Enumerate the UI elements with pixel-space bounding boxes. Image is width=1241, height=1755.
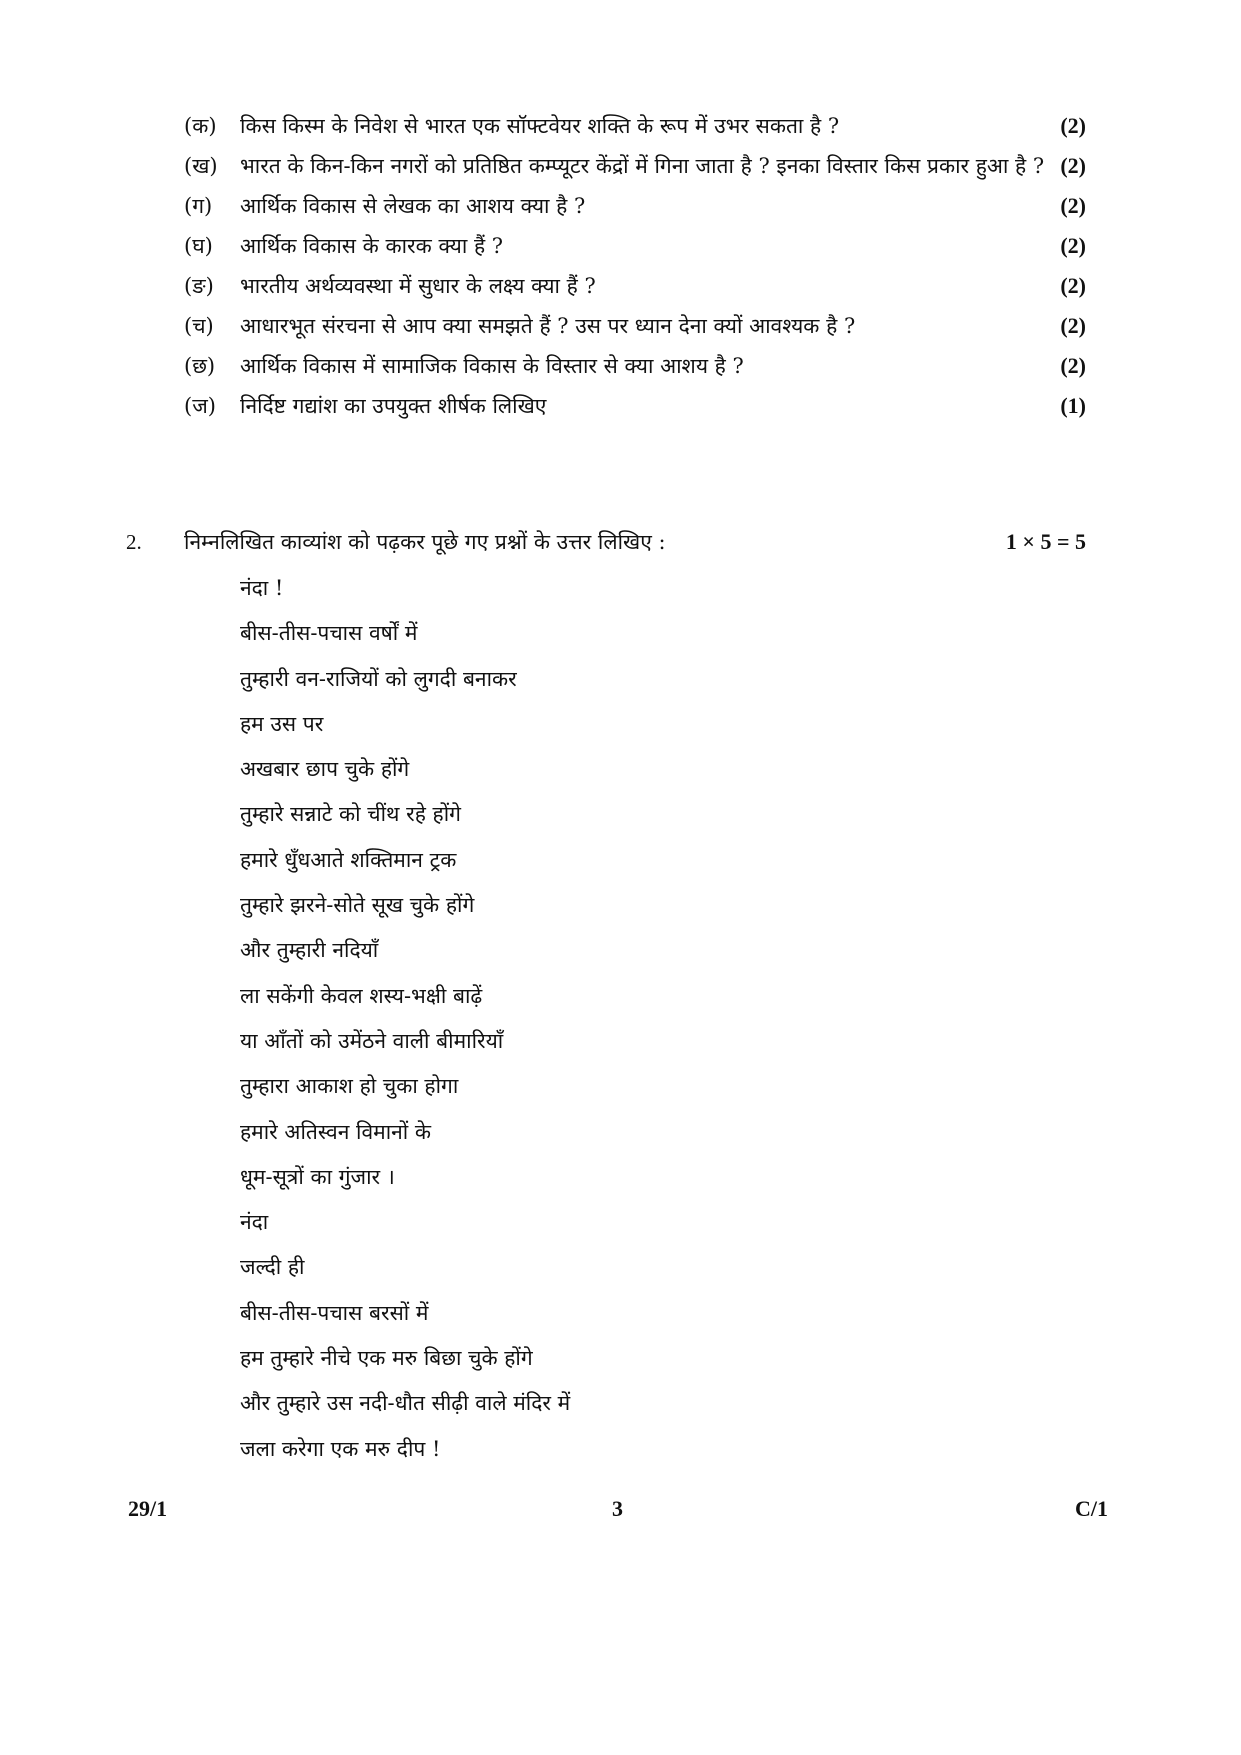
poem-passage xyxy=(240,566,570,1472)
subquestion-item xyxy=(184,106,1086,146)
poem-line: जल्दी ही xyxy=(240,1255,305,1280)
subquestion-item xyxy=(184,386,1086,426)
subquestion-item xyxy=(184,226,1086,266)
poem-line: तुम्हारे सन्नाटे को चींथ रहे होंगे xyxy=(240,802,461,827)
poem-line: तुम्हारे झरने-सोते सूख चुके होंगे xyxy=(240,893,475,918)
footer-page-number: 3 xyxy=(612,1496,623,1521)
subquestion-marks: (2) xyxy=(1060,233,1086,258)
poem-line: ला सकेंगी केवल शस्य-भक्षी बाढ़ें xyxy=(240,983,483,1008)
subquestion-text: किस किस्म के निवेश से भारत एक सॉफ्टवेयर शक्ति के रूप में उभर सकता है ? xyxy=(240,114,840,138)
poem-line: हम तुम्हारे नीचे एक मरु बिछा चुके होंगे xyxy=(240,1346,533,1371)
subquestion-text: आर्थिक विकास में सामाजिक विकास के विस्तार से क्या आशय है ? xyxy=(240,354,744,378)
subquestion-item xyxy=(184,346,1086,386)
subquestion-text: आधारभूत संरचना से आप क्या समझते हैं ? उस पर ध्यान देना क्यों आवश्यक है ? xyxy=(240,314,856,338)
subquestion-text: भारतीय अर्थव्यवस्था में सुधार के लक्ष्य क्या हैं ? xyxy=(240,274,596,298)
subquestion-marks: (2) xyxy=(1060,353,1086,378)
footer-set: C/1 xyxy=(1075,1496,1108,1521)
subquestion-label: (छ) xyxy=(184,354,216,378)
footer-code: 29/1 xyxy=(128,1496,168,1521)
subquestion-label: (ख) xyxy=(184,154,218,178)
poem-line: अखबार छाप चुके होंगे xyxy=(240,757,410,782)
subquestion-text: आर्थिक विकास के कारक क्या हैं ? xyxy=(240,234,504,258)
poem-line: तुम्हारी वन-राजियों को लुगदी बनाकर xyxy=(240,666,517,691)
subquestion-label: (ग) xyxy=(184,194,213,218)
subquestion-label: (ङ) xyxy=(184,274,214,298)
subquestion-item xyxy=(184,186,1086,226)
question-instruction: निम्नलिखित काव्यांश को पढ़कर पूछे गए प्रश्नों के उत्तर लिखिए : xyxy=(184,530,666,554)
subquestion-list xyxy=(184,106,1086,426)
poem-line: नंदा ! xyxy=(240,576,284,600)
subquestion-marks: (2) xyxy=(1060,153,1086,178)
question-number: 2. xyxy=(126,530,142,554)
subquestion-item xyxy=(184,146,1086,186)
subquestion-label: (ज) xyxy=(184,394,216,418)
poem-line: धूम-सूत्रों का गुंजार । xyxy=(240,1164,395,1189)
subquestion-text: भारत के किन-किन नगरों को प्रतिष्ठित कम्प्यूटर केंद्रों में गिना जाता है ? इनका विस्तार किस प्रकार हुआ है ? xyxy=(240,154,1045,178)
subquestion-text: आर्थिक विकास से लेखक का आशय क्या है ? xyxy=(240,194,586,218)
subquestion-marks: (2) xyxy=(1060,113,1086,138)
subquestion-marks: (2) xyxy=(1060,273,1086,298)
subquestion-marks: (1) xyxy=(1060,393,1086,418)
poem-line: नंदा xyxy=(240,1210,269,1235)
poem-line: और तुम्हारे उस नदी-धौत सीढ़ी वाले मंदिर में xyxy=(240,1391,571,1416)
poem-line: या आँतों को उमेंठने वाली बीमारियाँ xyxy=(240,1028,504,1053)
subquestion-label: (घ) xyxy=(184,234,213,258)
subquestion-marks: (2) xyxy=(1060,313,1086,338)
subquestion-text: निर्दिष्ट गद्यांश का उपयुक्त शीर्षक लिखिए xyxy=(240,394,547,418)
poem-line: बीस-तीस-पचास बरसों में xyxy=(240,1300,429,1325)
poem-line: हमारे अतिस्वन विमानों के xyxy=(240,1119,432,1144)
poem-line: हमारे धुँधआते शक्तिमान ट्रक xyxy=(240,847,457,872)
subquestion-label: (च) xyxy=(184,314,214,338)
poem-line: जला करेगा एक मरु दीप ! xyxy=(240,1436,441,1461)
subquestion-label: (क) xyxy=(184,114,217,138)
question-marks: 1 × 5 = 5 xyxy=(1005,529,1086,554)
poem-line: हम उस पर xyxy=(240,711,324,736)
poem-line: तुम्हारा आकाश हो चुका होगा xyxy=(240,1074,459,1099)
poem-line: और तुम्हारी नदियाँ xyxy=(240,938,379,963)
question-2 xyxy=(126,522,1086,562)
subquestion-marks: (2) xyxy=(1060,193,1086,218)
subquestion-item xyxy=(184,266,1086,306)
poem-line: बीस-तीस-पचास वर्षों में xyxy=(240,621,418,646)
subquestion-item xyxy=(184,306,1086,346)
